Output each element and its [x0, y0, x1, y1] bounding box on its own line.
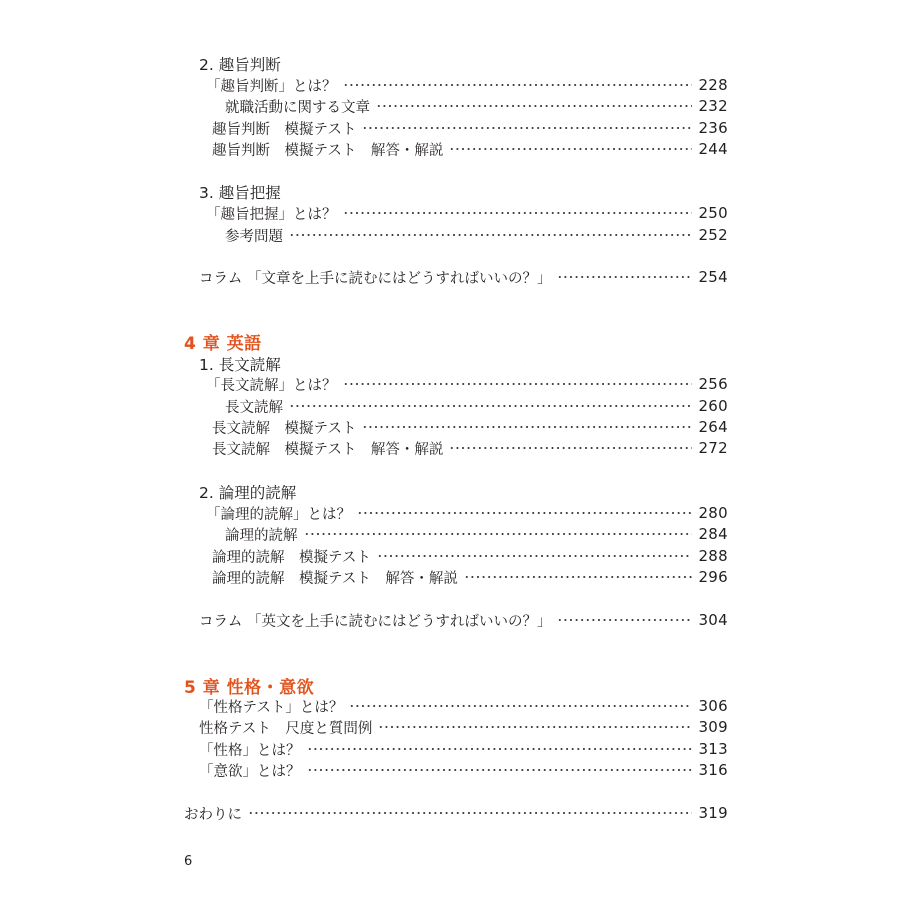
toc-entry[interactable]	[212, 117, 728, 139]
toc-entry[interactable]	[225, 95, 728, 117]
toc-entry-label: 論理的読解 模擬テスト 解答・解説	[212, 570, 458, 587]
leader-dots	[307, 738, 693, 760]
leader-dots	[343, 202, 693, 224]
toc-entry-label: 趣旨判断 模擬テスト 解答・解説	[212, 142, 444, 159]
toc-entry-label: 「性格」とは？	[199, 742, 301, 759]
toc-entry-page: 264	[698, 418, 728, 436]
toc-entry-column[interactable]	[199, 609, 728, 631]
toc-entry-label: 「趣旨把握」とは？	[206, 206, 337, 223]
toc-entry-page: 250	[698, 204, 728, 222]
toc-entry-label: 「論理的読解」とは？	[206, 506, 351, 523]
toc-entry-page: 319	[698, 804, 728, 822]
leader-dots	[376, 95, 692, 117]
section-heading-shushi-handan: 2. 趣旨判断	[199, 56, 281, 74]
chapter-heading-5: 5 章 性格・意欲	[184, 677, 315, 698]
toc-entry-page: 304	[698, 611, 728, 629]
leader-dots	[378, 716, 692, 738]
toc-entry[interactable]	[212, 545, 728, 567]
toc-entry-page: 313	[698, 740, 728, 758]
leader-dots	[289, 224, 692, 246]
toc-entry[interactable]	[212, 416, 728, 438]
leader-dots	[362, 117, 692, 139]
toc-entry-label: 長文読解 模擬テスト 解答・解説	[212, 441, 444, 458]
toc-entry[interactable]	[206, 502, 728, 524]
leader-dots	[449, 437, 692, 459]
toc-entry[interactable]	[225, 395, 728, 417]
section-heading-ronriteki-dokkai: 2. 論理的読解	[199, 484, 297, 502]
toc-entry-page: 309	[698, 718, 728, 736]
leader-dots	[377, 545, 693, 567]
toc-entry-label: 性格テスト 尺度と質問例	[199, 720, 373, 737]
toc-entry[interactable]	[225, 523, 728, 545]
toc-entry-label: 参考問題	[225, 228, 283, 245]
toc-entry-label: 「性格テスト」とは？	[199, 699, 344, 716]
toc-entry-label: 論理的読解 模擬テスト	[212, 549, 371, 566]
toc-entry-page: 260	[698, 397, 728, 415]
toc-entry[interactable]	[199, 759, 728, 781]
toc-entry-label: 「意欲」とは？	[199, 763, 301, 780]
toc-entry-label: 就職活動に関する文章	[225, 99, 370, 116]
chapter-heading-4: 4 章 英語	[184, 333, 262, 354]
leader-dots	[304, 523, 693, 545]
toc-entry-page: 284	[698, 525, 728, 543]
toc-entry-page: 280	[698, 504, 728, 522]
toc-entry[interactable]	[225, 224, 728, 246]
leader-dots	[343, 74, 693, 96]
toc-entry-label: 論理的読解	[225, 527, 298, 544]
toc-entry-label: おわりに	[184, 806, 242, 823]
toc-entry-page: 254	[698, 268, 728, 286]
toc-entry-label: 「長文読解」とは？	[206, 377, 337, 394]
toc-entry-label: 長文読解	[225, 399, 283, 416]
toc-entry-column[interactable]	[199, 266, 728, 288]
leader-dots	[289, 395, 692, 417]
toc-entry-label: コラム 「英文を上手に読むにはどうすればいいの？」	[199, 613, 552, 630]
leader-dots	[449, 138, 692, 160]
leader-dots	[307, 759, 693, 781]
toc-entry[interactable]	[206, 74, 728, 96]
leader-dots	[343, 373, 693, 395]
toc-entry-page: 256	[698, 375, 728, 393]
toc-entry[interactable]	[206, 373, 728, 395]
leader-dots	[362, 416, 692, 438]
toc-entry[interactable]	[199, 716, 728, 738]
toc-entry[interactable]	[212, 437, 728, 459]
leader-dots	[248, 802, 692, 824]
toc-entry-label: 趣旨判断 模擬テスト	[212, 121, 357, 138]
toc-entry-page: 232	[698, 97, 728, 115]
toc-entry-page: 306	[698, 697, 728, 715]
section-heading-chobun-dokkai: 1. 長文読解	[199, 356, 281, 374]
toc-entry-page: 316	[698, 761, 728, 779]
toc-entry-page: 244	[698, 140, 728, 158]
leader-dots	[557, 609, 692, 631]
toc-entry-label: 「趣旨判断」とは？	[206, 78, 337, 95]
toc-entry-page: 272	[698, 439, 728, 457]
toc-entry-page: 236	[698, 119, 728, 137]
section-heading-shushi-haaku: 3. 趣旨把握	[199, 184, 281, 202]
leader-dots	[464, 566, 693, 588]
leader-dots	[557, 266, 692, 288]
toc-entry[interactable]	[199, 738, 728, 760]
toc-entry-label: コラム 「文章を上手に読むにはどうすればいいの？」	[199, 270, 552, 287]
toc-entry[interactable]	[212, 566, 728, 588]
toc-entry-page: 252	[698, 226, 728, 244]
toc-entry-page: 228	[698, 76, 728, 94]
toc-entry[interactable]	[212, 138, 728, 160]
toc-entry[interactable]	[206, 202, 728, 224]
toc-entry-afterword[interactable]	[184, 802, 728, 824]
leader-dots	[357, 502, 692, 524]
page-number: 6	[184, 854, 193, 869]
toc-entry[interactable]	[199, 695, 728, 717]
toc-entry-page: 288	[698, 547, 728, 565]
leader-dots	[349, 695, 692, 717]
toc-entry-label: 長文読解 模擬テスト	[212, 420, 357, 437]
toc-entry-page: 296	[698, 568, 728, 586]
